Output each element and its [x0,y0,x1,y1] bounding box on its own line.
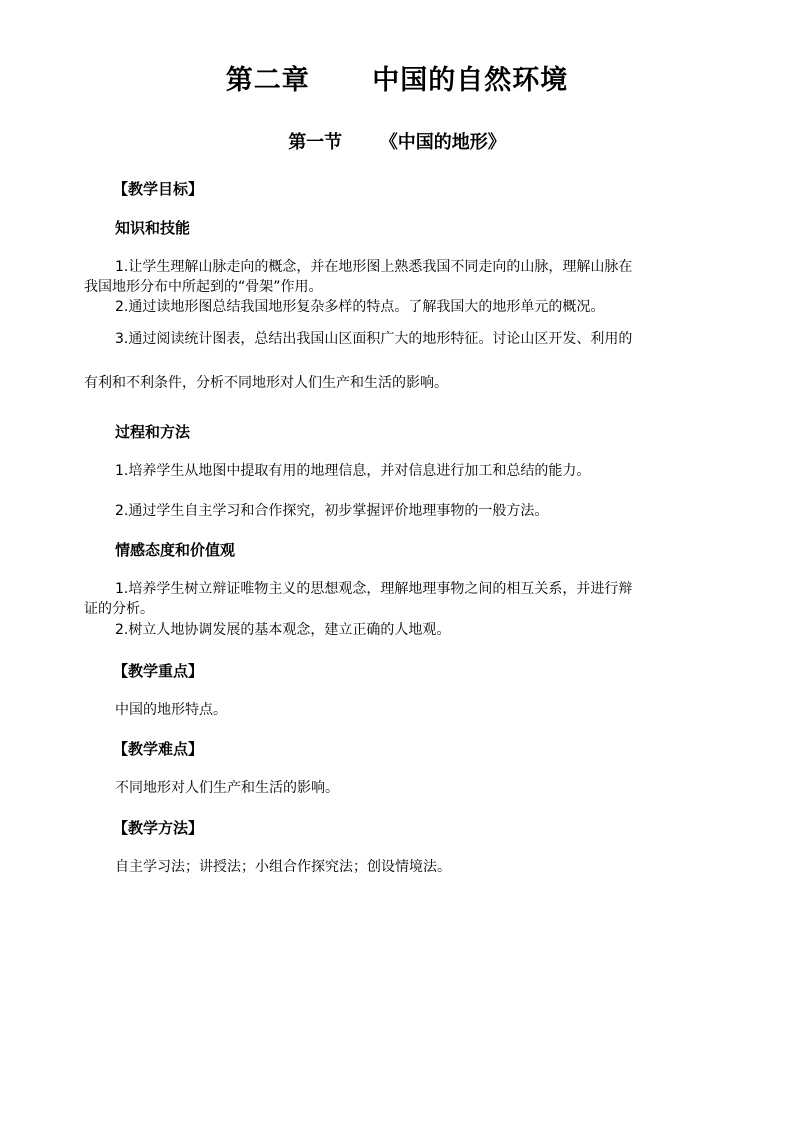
attitude-item-1-line-1: 1.培养学生树立辩证唯物主义的思想观念，理解地理事物之间的相互关系，并进行辩 [115,581,633,597]
methods-text: 自主学习法；讲授法；小组合作探究法；创设情境法。 [115,859,451,875]
knowledge-item-1-line-2: 我国地形分布中所起到的“骨架”作用。 [84,279,323,295]
section-title: 第一节 《中国的地形》 [288,132,506,153]
key-points-text: 中国的地形特点。 [115,702,227,718]
difficulties-text: 不同地形对人们生产和生活的影响。 [115,780,339,796]
knowledge-item-2: 2.通过读地形图总结我国地形复杂多样的特点。了解我国大的地形单元的概况。 [115,299,605,315]
knowledge-item-1-line-1: 1.让学生理解山脉走向的概念，并在地形图上熟悉我国不同走向的山脉，理解山脉在 [115,259,633,275]
attitude-item-2: 2.树立人地协调发展的基本观念，建立正确的人地观。 [115,622,451,638]
chapter-title: 第二章 中国的自然环境 [225,65,569,96]
knowledge-item-3-line-1: 3.通过阅读统计图表，总结出我国山区面积广大的地形特征。讨论山区开发、利用的 [115,331,633,347]
methods-heading: 【教学方法】 [113,819,204,837]
knowledge-item-3-line-2: 有利和不利条件，分析不同地形对人们生产和生活的影响。 [84,375,448,391]
attitude-heading: 情感态度和价值观 [115,541,236,559]
process-item-2: 2.通过学生自主学习和合作探究，初步掌握评价地理事物的一般方法。 [115,503,549,519]
attitude-item-1-line-2: 证的分析。 [84,601,154,617]
objectives-heading: 【教学目标】 [113,180,204,198]
knowledge-heading: 知识和技能 [115,219,191,237]
key-points-heading: 【教学重点】 [113,662,204,680]
process-item-1: 1.培养学生从地图中提取有用的地理信息，并对信息进行加工和总结的能力。 [115,463,591,479]
difficulties-heading: 【教学难点】 [113,740,204,758]
process-heading: 过程和方法 [115,423,191,441]
